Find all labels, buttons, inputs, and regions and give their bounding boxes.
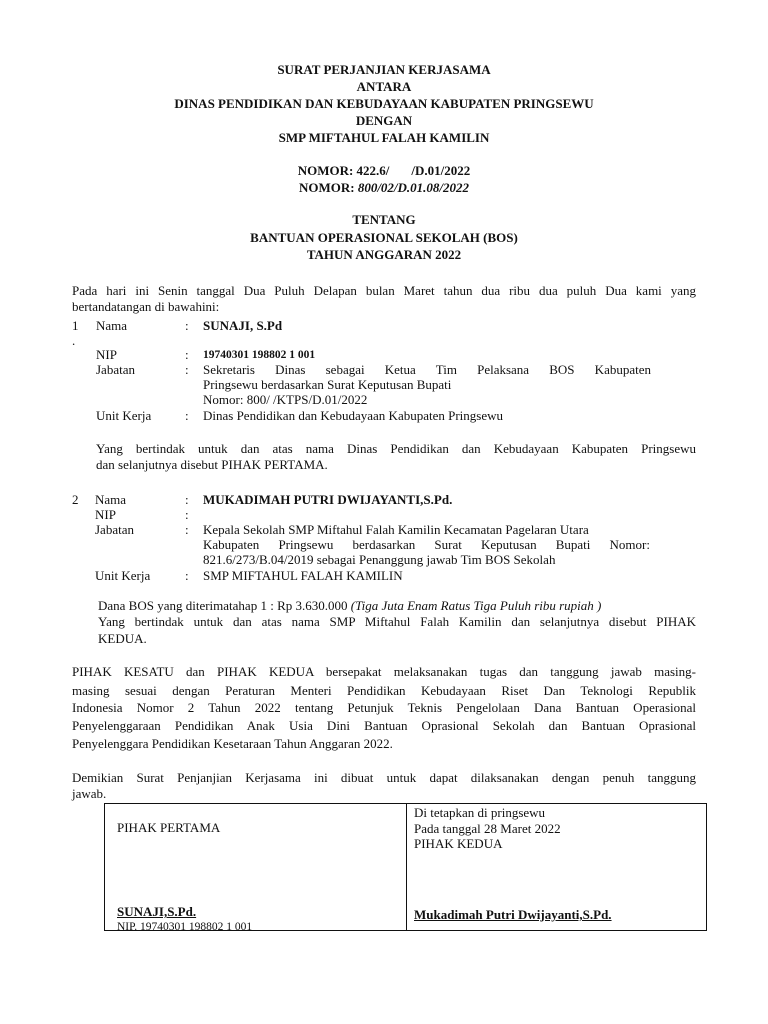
party2-nama: MUKADIMAH PUTRI DWIJAYANTI,S.Pd. bbox=[203, 492, 453, 507]
right-place: Di tetapkan di pringsewu bbox=[414, 805, 546, 820]
party1-jabatan-line-2: Pringsewu berdasarkan Surat Keputusan Bupati bbox=[203, 377, 452, 392]
nomor-1-code: /D.01/2022 bbox=[411, 163, 471, 178]
subject-line-3: TAHUN ANGGARAN 2022 bbox=[306, 247, 462, 262]
party1-statement-line-1: Yang bertindak untuk dan atas nama Dinas Pendidikan dan Kebudayaan Kabupaten Pringsewu bbox=[96, 441, 696, 456]
title-line-3: DINAS PENDIDIKAN DAN KEBUDAYAAN KABUPATEN PRINGSEWU bbox=[174, 96, 594, 111]
subject-line-2: BANTUAN OPERASIONAL SEKOLAH (BOS) bbox=[250, 230, 518, 245]
party2-unit: SMP MIFTAHUL FALAH KAMILIN bbox=[203, 568, 403, 583]
left-signer-nip: NIP. 19740301 198802 1 001 bbox=[117, 921, 253, 933]
nomor-line-1 bbox=[0, 163, 768, 179]
intro-line-1: Pada hari ini Senin tanggal Dua Puluh Delapan bulan Maret tahun dua ribu dua puluh Dua kami yang bbox=[72, 283, 696, 298]
party2-nama-label: Nama bbox=[95, 492, 127, 507]
colon: : bbox=[185, 408, 189, 423]
subject-line-1: TENTANG bbox=[352, 212, 416, 227]
title-line-1: SURAT PERJANJIAN KERJASAMA bbox=[277, 62, 491, 77]
party1-jabatan-line-3: Nomor: 800/ /KTPS/D.01/2022 bbox=[203, 392, 368, 407]
party2-dana bbox=[98, 598, 601, 614]
party2-statement-line-2: KEDUA. bbox=[98, 631, 147, 646]
party1-unit: Dinas Pendidikan dan Kebudayaan Kabupaten Pringsewu bbox=[203, 408, 504, 423]
agreement-line-5: Penyelenggara Pendidikan Kesetaraan Tahun Anggaran 2022. bbox=[72, 736, 393, 751]
left-title: PIHAK PERTAMA bbox=[117, 820, 221, 835]
party1-jabatan-label: Jabatan bbox=[96, 362, 135, 377]
party1-number: 1 bbox=[72, 318, 79, 333]
left-signer-name: SUNAJI,S.Pd. bbox=[117, 904, 197, 919]
nomor-1-label: NOMOR: 422.6/ bbox=[297, 163, 390, 178]
signature-table-divider bbox=[406, 804, 407, 930]
party2-unit-label: Unit Kerja bbox=[95, 568, 151, 583]
party2-jabatan-line-3: 821.6/273/B.04/2019 sebagai Penanggung jawab Tim BOS Sekolah bbox=[203, 552, 556, 567]
nomor-2-code: 800/02/D.01.08/2022 bbox=[357, 180, 470, 195]
party2-number: 2 bbox=[72, 492, 79, 507]
party2-dana-words: (Tiga Juta Enam Ratus Tiga Puluh ribu rupiah ) bbox=[350, 598, 602, 613]
colon: : bbox=[185, 362, 189, 377]
party1-nama-label: Nama bbox=[96, 318, 128, 333]
party1-nip: 19740301 198802 1 001 bbox=[203, 349, 316, 361]
title-line-5: SMP MIFTAHUL FALAH KAMILIN bbox=[278, 130, 490, 145]
party1-nama: SUNAJI, S.Pd bbox=[203, 318, 283, 333]
colon: : bbox=[185, 522, 189, 537]
party2-jabatan-line-1: Kepala Sekolah SMP Miftahul Falah Kamilin Kecamatan Pagelaran Utara bbox=[203, 522, 589, 537]
title-line-4: DENGAN bbox=[355, 113, 413, 128]
agreement-line-3: Indonesia Nomor 2 Tahun 2022 tentang Petunjuk Teknis Pengelolaan Dana Bantuan Operasional bbox=[72, 700, 696, 715]
party1-dot: . bbox=[72, 333, 76, 348]
agreement-line-4: Penyelenggaraan Pendidikan Anak Usia Dini Bantuan Oprasional Sekolah dan Bantuan Oprasional bbox=[72, 718, 696, 733]
right-date: Pada tanggal 28 Maret 2022 bbox=[414, 821, 561, 836]
colon: : bbox=[185, 507, 189, 522]
colon: : bbox=[185, 318, 189, 333]
intro-line-2: bertandatangan di bawahini: bbox=[72, 299, 220, 314]
title-line-2: ANTARA bbox=[356, 79, 412, 94]
right-signer-name: Mukadimah Putri Dwijayanti,S.Pd. bbox=[414, 907, 612, 922]
party1-statement-line-2: dan selanjutnya disebut PIHAK PERTAMA. bbox=[96, 457, 328, 472]
colon: : bbox=[185, 492, 189, 507]
agreement-line-1: PIHAK KESATU dan PIHAK KEDUA bersepakat melaksanakan tugas dan tanggung jawab masing- bbox=[72, 664, 696, 679]
party1-unit-label: Unit Kerja bbox=[96, 408, 152, 423]
party2-statement-line-1: Yang bertindak untuk dan atas nama SMP Miftahul Falah Kamilin dan selanjutnya disebut PIHAK bbox=[98, 614, 696, 629]
colon: : bbox=[185, 347, 189, 362]
party2-jabatan-label: Jabatan bbox=[95, 522, 134, 537]
colon: : bbox=[185, 568, 189, 583]
agreement-line-2: masing sesuai dengan Peraturan Menteri Pendidikan Kebudayaan Riset Dan Teknologi Republik bbox=[72, 683, 696, 698]
party1-nip-label: NIP bbox=[96, 347, 117, 362]
right-title: PIHAK KEDUA bbox=[414, 836, 503, 851]
nomor-2-label: NOMOR: bbox=[298, 180, 358, 195]
party1-jabatan-line-1: Sekretaris Dinas sebagai Ketua Tim Pelaksana BOS Kabupaten bbox=[203, 362, 651, 377]
party2-jabatan-line-2: Kabupaten Pringsewu berdasarkan Surat Keputusan Bupati Nomor: bbox=[203, 537, 650, 552]
party2-nip-label: NIP bbox=[95, 507, 116, 522]
signature-table bbox=[104, 803, 707, 931]
closing-line-1: Demikian Surat Penjanjian Kerjasama ini dibuat untuk dapat dilaksanakan dengan penuh tanggung bbox=[72, 770, 696, 785]
party2-dana-text: Dana BOS yang diterimatahap 1 : Rp 3.630.000 bbox=[98, 598, 351, 613]
nomor-line-2 bbox=[0, 180, 768, 196]
closing-line-2: jawab. bbox=[72, 786, 107, 801]
